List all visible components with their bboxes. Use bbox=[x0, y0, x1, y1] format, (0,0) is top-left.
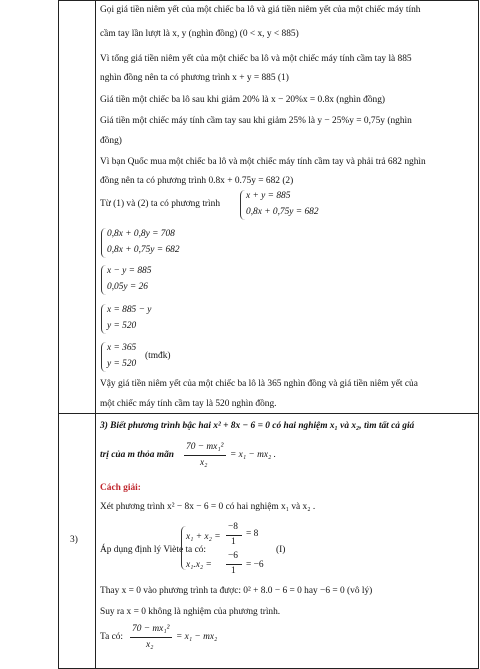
equation-tag: (I) bbox=[276, 545, 286, 555]
system-brace bbox=[101, 265, 106, 295]
equation: y = 520 bbox=[107, 359, 137, 369]
text-line: một chiếc máy tính cầm tay là 520 nghìn đồng. bbox=[100, 399, 277, 409]
text-line: Từ (1) và (2) ta có phương trình bbox=[100, 199, 221, 209]
text-line: Ta có: bbox=[100, 632, 124, 642]
fraction-denominator: 1 bbox=[231, 566, 236, 576]
fraction-bar bbox=[226, 564, 242, 565]
fraction-numerator: −8 bbox=[228, 522, 238, 532]
system-brace bbox=[101, 304, 106, 334]
equation: 0,8x + 0,75y = 682 bbox=[107, 245, 180, 255]
fraction-numerator: 70 − mx₁² bbox=[132, 624, 170, 634]
equation: = 8 bbox=[246, 529, 259, 539]
equation: x₁.x₂ = bbox=[186, 560, 212, 570]
fraction-numerator: 70 − mx₁² bbox=[186, 442, 224, 452]
text-line: cầm tay lần lượt là x, y (nghìn đồng) (0 < x, y < 885) bbox=[100, 29, 299, 39]
column-divider bbox=[95, 0, 96, 669]
system-brace bbox=[240, 190, 245, 220]
text-line: nghìn đồng nên ta có phương trình x + y = 885 (1) bbox=[100, 73, 289, 83]
row-divider bbox=[58, 413, 479, 414]
equation: 0,8x + 0,8y = 708 bbox=[107, 229, 175, 239]
fraction-bar bbox=[226, 535, 242, 536]
text-line: đồng nên ta có phương trình 0.8x + 0.75y = 682 (2) bbox=[100, 176, 294, 186]
text-line: Xét phương trình x² − 8x − 6 = 0 có hai nghiệm x₁ và x₂ . bbox=[100, 502, 316, 512]
equation: x = 365 bbox=[107, 343, 137, 353]
fraction-numerator: −6 bbox=[228, 551, 238, 561]
text-line: Giá tiền một chiếc máy tính cầm tay sau khi giảm 25% là y − 25%y = 0,75y (nghìn bbox=[100, 116, 412, 126]
condition-note: (tmđk) bbox=[145, 351, 171, 361]
text-line: Thay x = 0 vào phương trình ta được: 0² + 8.0 − 6 = 0 hay −6 = 0 (vô lý) bbox=[100, 586, 373, 596]
equation: x₁ + x₂ = bbox=[186, 532, 221, 542]
fraction-denominator: x₂ bbox=[200, 458, 208, 468]
fraction-bar bbox=[184, 455, 226, 456]
text-line: Vì bạn Quốc mua một chiếc ba lô và một chiếc máy tính cầm tay và phải trả 682 nghìn bbox=[100, 157, 426, 167]
equation: x − y = 885 bbox=[107, 266, 152, 276]
question-text: trị của m thỏa mãn bbox=[100, 450, 174, 460]
question-number: 3) bbox=[70, 535, 78, 545]
equation: x = 885 − y bbox=[107, 305, 152, 315]
equation: 0,05y = 26 bbox=[107, 282, 148, 292]
system-brace bbox=[101, 228, 106, 258]
equation: 0,8x + 0,75y = 682 bbox=[246, 207, 319, 217]
question-text: 3) Biết phương trình bậc hai x² + 8x − 6 = 0 có hai nghiệm x₁ và x₂, tìm tất cả giá bbox=[100, 421, 415, 431]
equation: x + y = 885 bbox=[246, 191, 291, 201]
text-line: Vì tổng giá tiền niêm yết của một chiếc ba lô và một chiếc máy tính cầm tay là 885 bbox=[100, 54, 412, 64]
text-line: Suy ra x = 0 không là nghiệm của phương trình. bbox=[100, 607, 281, 617]
text-line: Gọi giá tiền niêm yết của một chiếc ba lô và giá tiền niêm yết của một chiếc máy tính bbox=[100, 5, 421, 15]
fraction-denominator: x₂ bbox=[146, 640, 154, 650]
text-line: Áp dụng định lý Viète ta có: bbox=[100, 545, 207, 555]
equation: = x₁ − mx₂ . bbox=[230, 450, 276, 460]
equation: y = 520 bbox=[107, 321, 137, 331]
text-line: Vậy giá tiền niêm yết của một chiếc ba lô là 365 nghìn đồng và giá tiền niêm yết của bbox=[100, 379, 418, 389]
fraction-bar bbox=[130, 637, 172, 638]
fraction-denominator: 1 bbox=[231, 537, 236, 547]
text-line: Giá tiền một chiếc ba lô sau khi giảm 20% là x − 20%x = 0.8x (nghìn đồng) bbox=[100, 95, 385, 105]
system-brace bbox=[101, 342, 106, 372]
equation: = −6 bbox=[246, 560, 264, 570]
solution-label: Cách giải: bbox=[100, 483, 141, 493]
equation: = x₁ − mx₂ bbox=[176, 632, 218, 642]
text-line: đồng) bbox=[100, 136, 122, 146]
